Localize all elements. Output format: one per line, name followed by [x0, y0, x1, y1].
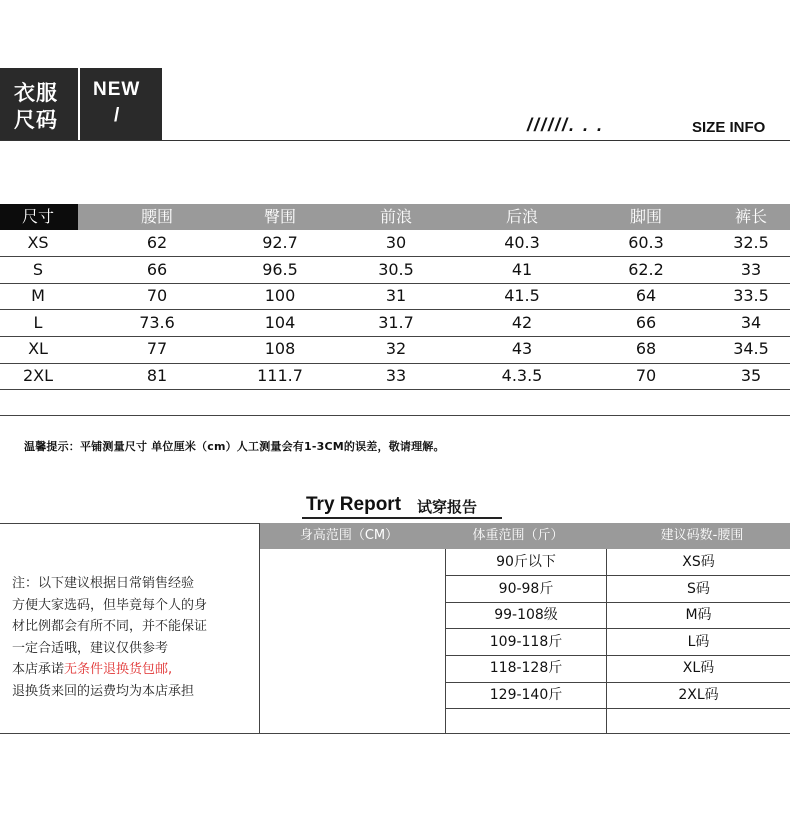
size-value-cell: 62.2 — [628, 259, 664, 279]
size-value-cell: 68 — [635, 339, 657, 359]
weight-range-cell: 109-118斤 — [489, 633, 563, 650]
size-value-cell: 40.3 — [504, 233, 540, 252]
header-size-info: SIZE INFO — [692, 119, 766, 136]
note-promise-highlight: 无条件退换货包邮, — [64, 662, 173, 677]
size-value-cell: 77 — [146, 339, 168, 359]
size-value-cell: 66 — [635, 312, 657, 332]
size-value-cell: 32.5 — [733, 233, 769, 252]
size-value-cell: 60.3 — [628, 233, 664, 252]
suggested-size-cell: XL码 — [682, 660, 715, 677]
try-report-title: Try Report — [306, 494, 402, 515]
size-value-cell: 34.5 — [733, 339, 769, 359]
note-line: 一定合适哦，建议仅供参考 — [12, 640, 169, 656]
size-label-cell: XL — [28, 339, 48, 359]
size-value-cell: 70 — [635, 366, 657, 385]
note-line: 材比例都会有所不同，并不能保证 — [12, 619, 208, 634]
try-report-bottom-border — [0, 733, 790, 734]
size-value-cell: 73.6 — [139, 312, 175, 332]
header-title-line2: 尺码 — [14, 108, 58, 132]
size-value-cell: 43 — [511, 339, 533, 359]
size-value-cell: 70 — [146, 286, 168, 306]
size-value-cell: 33 — [740, 259, 762, 279]
note-promise-prefix: 本店承诺 — [12, 662, 65, 677]
weight-range-cell: 118-128斤 — [489, 660, 563, 677]
size-value-cell: 111.7 — [257, 366, 303, 385]
size-value-cell: 81 — [146, 366, 168, 385]
size-value-cell: 100 — [264, 286, 296, 306]
measurement-tip: 温馨提示：平铺测量尺寸 单位厘米（cm）人工测量会有1-3CM的误差，敬请理解。 — [24, 440, 445, 453]
try-report-header-cell: 身高范围（CM） — [299, 528, 399, 543]
size-value-cell: 104 — [264, 312, 296, 332]
suggested-size-cell: S码 — [687, 580, 710, 597]
try-report-title-cn: 试穿报告 — [417, 498, 478, 516]
header-decor-slashes: //////. . . — [527, 115, 605, 135]
note-line: 退换货来回的运费均为本店承担 — [12, 683, 195, 699]
size-label-cell: XS — [27, 233, 49, 252]
size-value-cell: 42 — [511, 312, 533, 332]
size-value-cell: 30.5 — [378, 259, 414, 279]
try-report-col-divider — [259, 523, 260, 733]
size-header-cell: 裤长 — [734, 207, 767, 226]
header-new-label: NEW — [93, 79, 141, 100]
header-new-slash: / — [114, 105, 121, 126]
size-value-cell: 31.7 — [378, 312, 414, 332]
try-report-row-divider — [446, 708, 790, 709]
size-value-cell: 35 — [740, 366, 762, 385]
size-header-cell: 尺寸 — [21, 207, 54, 226]
size-header-cell: 前浪 — [379, 207, 412, 226]
size-value-cell: 32 — [385, 339, 407, 359]
size-value-cell: 33.5 — [733, 286, 769, 306]
note-line: 注：以下建议根据日常销售经验 — [12, 576, 195, 591]
try-report-note — [12, 573, 252, 702]
size-label-cell: L — [33, 312, 43, 332]
weight-range-cell: 90斤以下 — [496, 554, 556, 570]
size-value-cell: 66 — [146, 259, 168, 279]
header-title-line1: 衣服 — [14, 81, 58, 105]
size-label-cell: S — [32, 259, 44, 279]
suggested-size-cell: L码 — [687, 633, 710, 650]
size-label-cell: 2XL — [22, 366, 54, 385]
size-value-cell: 41.5 — [504, 286, 540, 306]
note-line: 方便大家选码，但毕竟每个人的身 — [12, 597, 208, 613]
size-value-cell: 31 — [385, 286, 407, 306]
size-value-cell: 96.5 — [262, 259, 298, 279]
size-value-cell: 33 — [385, 366, 407, 385]
weight-range-cell: 90-98斤 — [498, 580, 554, 597]
weight-range-cell: 129-140斤 — [489, 687, 563, 703]
note-promise — [12, 659, 252, 681]
size-header-cell: 腰围 — [140, 207, 173, 226]
size-header-cell: 脚围 — [629, 207, 662, 226]
suggested-size-cell: 2XL码 — [678, 687, 719, 703]
size-value-cell: 4.3.5 — [501, 366, 543, 385]
size-value-cell: 41 — [511, 259, 533, 279]
size-value-cell: 62 — [146, 233, 168, 252]
suggested-size-cell: M码 — [685, 607, 712, 624]
try-report-header-cell: 建议码数-腰围 — [660, 528, 744, 543]
size-value-cell: 64 — [635, 286, 657, 306]
size-value-cell: 108 — [264, 339, 296, 359]
size-value-cell: 34 — [740, 312, 762, 332]
suggested-size-cell: XS码 — [682, 554, 715, 570]
size-header-cell: 后浪 — [505, 207, 538, 226]
try-report-header-cell: 体重范围（斤） — [472, 528, 564, 543]
size-value-cell: 92.7 — [262, 233, 298, 252]
size-label-cell: M — [31, 286, 45, 306]
size-header-cell: 臀围 — [263, 207, 296, 226]
size-value-cell: 30 — [385, 233, 407, 252]
weight-range-cell: 99-108级 — [494, 607, 558, 624]
